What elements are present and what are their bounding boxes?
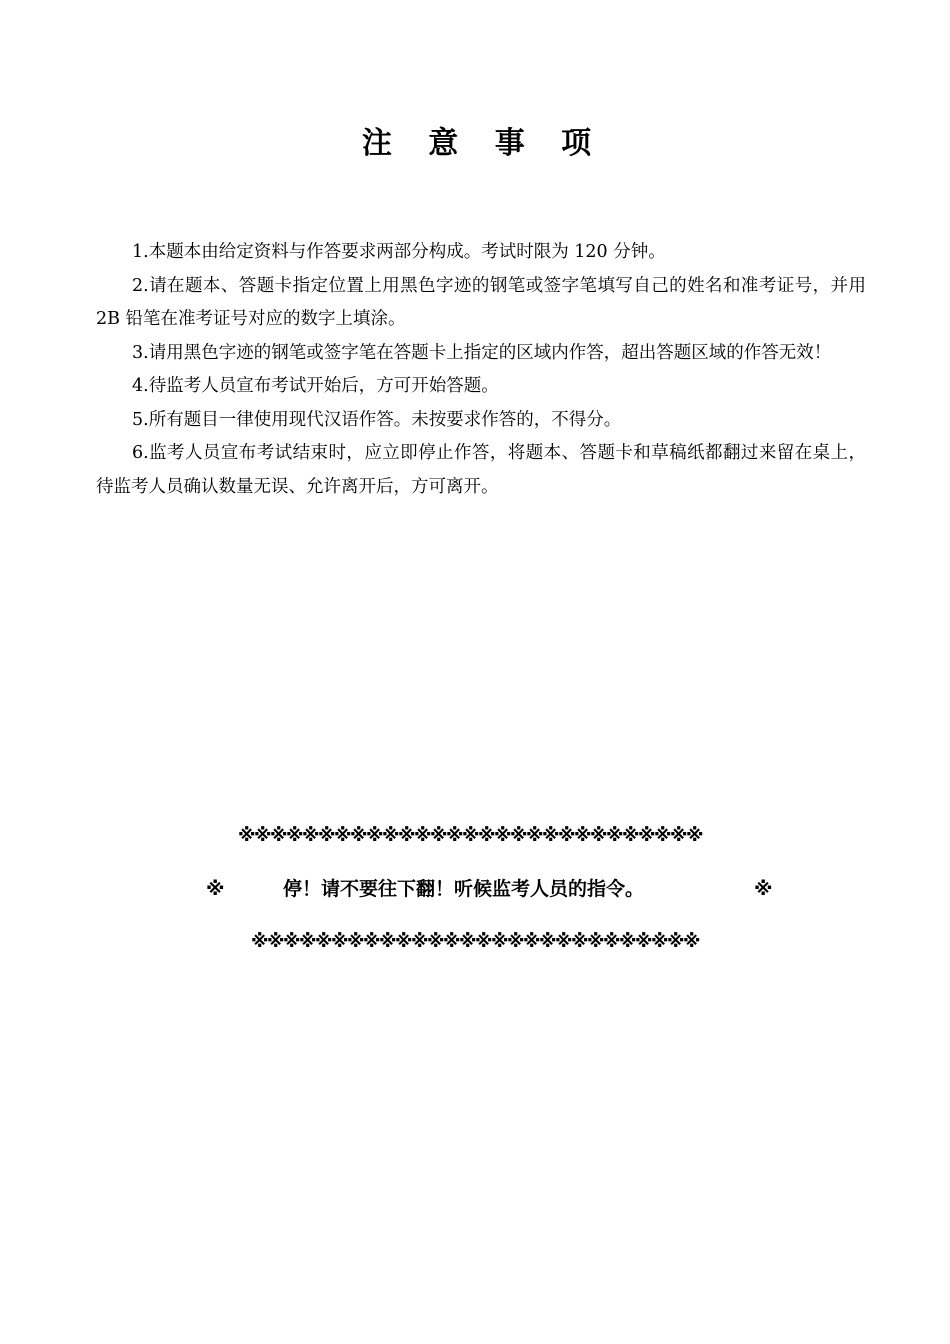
stop-message-row: [0, 871, 950, 907]
notice-item-4: 4.待监考人员宣布考试开始后，方可开始答题。: [132, 376, 499, 396]
notice-list: [96, 236, 866, 504]
page-title: 注 意 事 项: [361, 126, 605, 161]
stop-message: 停！请不要往下翻！听候监考人员的指令。: [283, 878, 645, 900]
reference-mark-right: ※: [754, 878, 773, 900]
reference-mark-left: ※: [206, 878, 225, 900]
notice-item-3: 3.请用黑色字迹的钢笔或签字笔在答题卡上指定的区域内作答，超出答题区域的作答无效！: [132, 342, 832, 363]
reference-mark-row-bottom: ※※※※※※※※※※※※※※※※※※※※※※※※※※※※: [251, 931, 699, 952]
notice-item-2: 2.请在题本、答题卡指定位置上用黑色字迹的钢笔或签字笔填写自己的姓名和准考证号，并用 2B 铅笔在准考证号对应的数字上填涂。: [96, 275, 866, 329]
notice-item-1: 1.本题本由给定资料与作答要求两部分构成。考试时限为 120 分钟。: [132, 242, 666, 262]
notice-item-6: 6.监考人员宣布考试结束时，应立即停止作答，将题本、答题卡和草稿纸都翻过来留在桌上，待监考人员确认数量无误、允许离开后，方可离开。: [96, 443, 866, 497]
notice-item-5: 5.所有题目一律使用现代汉语作答。未按要求作答的，不得分。: [132, 409, 622, 430]
reference-mark-row-top: ※※※※※※※※※※※※※※※※※※※※※※※※※※※※※: [238, 825, 702, 846]
stop-banner: [0, 818, 950, 960]
